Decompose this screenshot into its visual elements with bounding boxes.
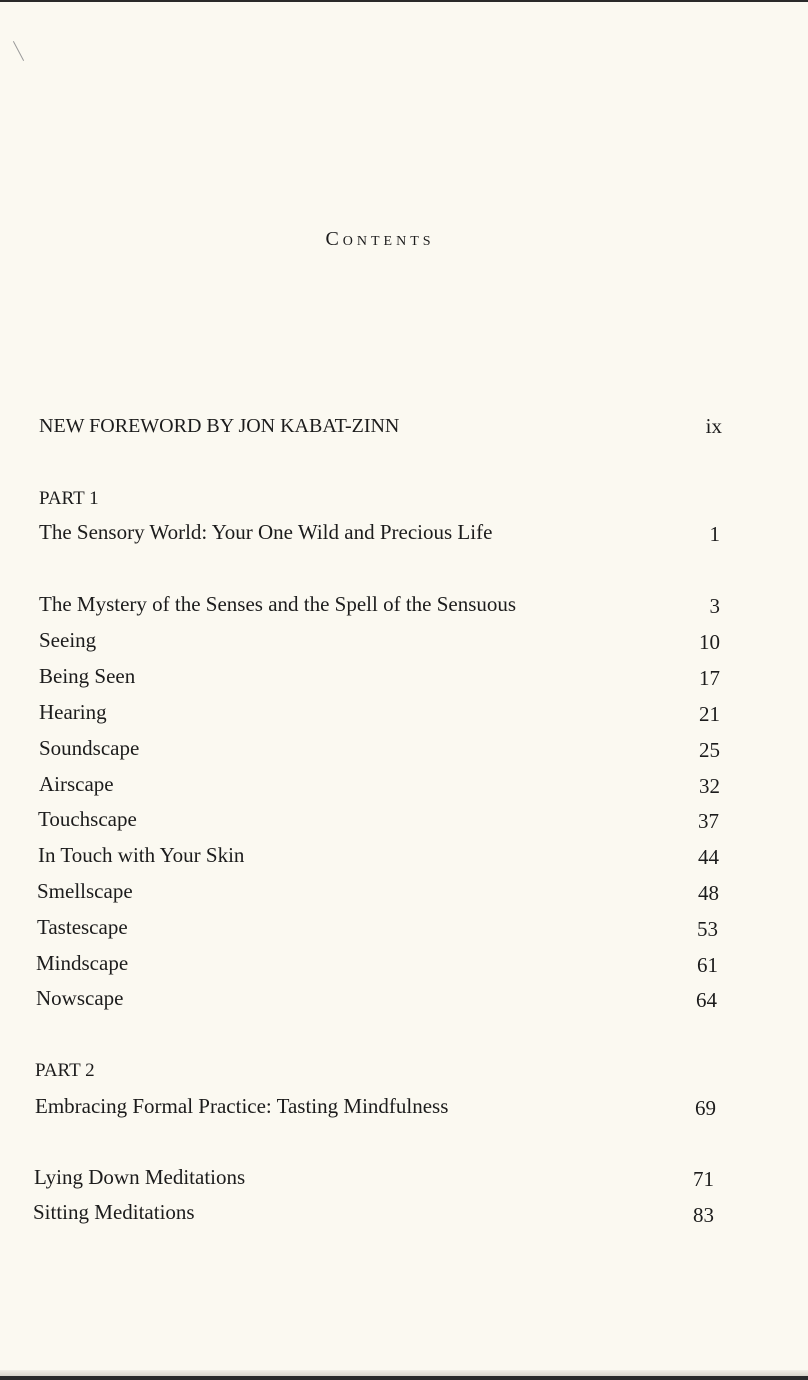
toc-page: 53 <box>697 917 718 941</box>
toc-entry: Soundscape <box>39 736 140 760</box>
toc-page: 83 <box>693 1203 714 1227</box>
part1-label: PART 1 <box>39 488 99 509</box>
book-page <box>0 2 808 1376</box>
toc-entry: Sitting Meditations <box>33 1200 195 1224</box>
toc-entry: Airscape <box>39 772 114 796</box>
toc-page: 48 <box>698 881 719 905</box>
foreword-page: ix <box>705 414 722 438</box>
toc-entry: Seeing <box>39 628 97 652</box>
toc-page: 10 <box>699 630 720 654</box>
toc-entry: Lying Down Meditations <box>34 1165 246 1189</box>
toc-entry: Touchscape <box>38 807 137 831</box>
toc-page: 61 <box>697 953 718 977</box>
toc-page: 17 <box>699 666 720 690</box>
toc-page: 25 <box>699 738 720 762</box>
toc-entry: The Mystery of the Senses and the Spell of the Sensuous <box>39 592 517 616</box>
toc-entry: Mindscape <box>36 951 129 975</box>
toc-page: 64 <box>696 988 717 1012</box>
toc-page: 21 <box>699 702 720 726</box>
toc-page: 37 <box>698 809 719 833</box>
toc-page: 44 <box>698 845 719 869</box>
toc-page: 71 <box>693 1167 714 1191</box>
part1-page: 1 <box>709 522 720 546</box>
part2-page: 69 <box>695 1096 716 1120</box>
toc-page: 32 <box>699 774 720 798</box>
toc-entry: Nowscape <box>36 986 124 1010</box>
pencil-mark <box>13 41 24 61</box>
toc-entry: In Touch with Your Skin <box>38 843 245 867</box>
part2-label: PART 2 <box>35 1060 95 1081</box>
toc-entry: Hearing <box>39 700 107 724</box>
part2-title: Embracing Formal Practice: Tasting Mindfulness <box>35 1094 449 1118</box>
foreword-entry: NEW FOREWORD BY JON KABAT-ZINN <box>39 415 400 437</box>
toc-page: 3 <box>709 594 720 618</box>
toc-entry: Smellscape <box>37 879 133 903</box>
toc-entry: Tastescape <box>37 915 128 939</box>
part1-title: The Sensory World: Your One Wild and Precious Life <box>39 520 493 544</box>
toc-entry: Being Seen <box>39 664 136 688</box>
contents-heading: Contents <box>325 228 435 250</box>
